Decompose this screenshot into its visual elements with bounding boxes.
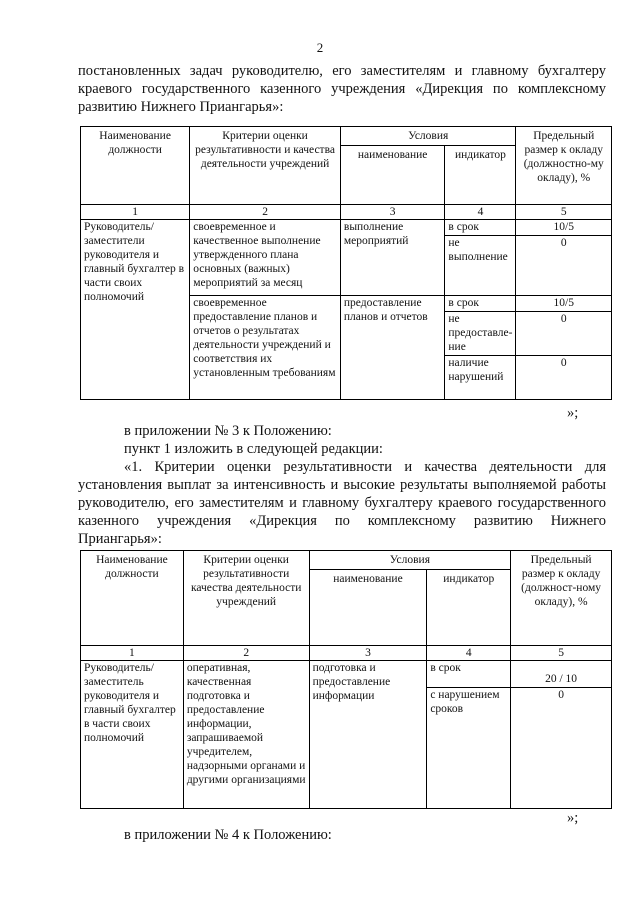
t1-indicator-cell [445, 296, 516, 400]
t1-value: 0 [560, 357, 567, 369]
t2-value: 0 [558, 689, 564, 701]
t2-header-position: Наименование должности [81, 551, 184, 646]
t1-indicator: в срок [445, 296, 515, 312]
closing-quote-1: »; [567, 405, 579, 421]
intro-paragraph: постановленных задач руководителю, его заместителям и главному бухгалтеру краевого государственного казенного учреждения «Дирекция по комплексному развитию Нижнего Приангарья»: [78, 63, 606, 115]
t2-indicator: в срок [427, 661, 510, 688]
t1-value-cell [516, 296, 612, 400]
t1-col-number: 1 [81, 205, 190, 220]
t1-value: 0 [516, 312, 611, 356]
t1-col-number: 4 [445, 205, 516, 220]
t2-indicator-cell [427, 661, 511, 809]
t1-position-cell: Руководитель/ заместители руководителя и главный бухгалтер в части своих полномочий [81, 220, 190, 400]
t2-header-limit: Предельный размер к окладу (должност-ному окладу), % [511, 551, 612, 646]
t1-indicator-cell [445, 220, 516, 296]
t1-value-cell [516, 220, 612, 296]
t2-value-wrap [511, 661, 611, 688]
t2-header-cond-name: наименование [309, 570, 427, 646]
criteria-table-1 [80, 126, 612, 400]
t1-indicator: наличие нарушений [448, 357, 504, 383]
t2-header-conditions: Условия [309, 551, 511, 570]
t1-header-limit: Предельный размер к окладу (должностно-му окладу), % [516, 127, 612, 205]
t2-header-criteria: Критерии оценки результативности качества деятельности учреждений [183, 551, 309, 646]
t2-col-number: 1 [81, 646, 184, 661]
t1-col-number: 5 [516, 205, 612, 220]
t1-indicator: в срок [445, 220, 515, 236]
t2-indicator: с нарушением сроков [430, 689, 500, 715]
paragraph-point-1: пункт 1 изложить в следующей редакции: [124, 441, 383, 457]
t2-col-number: 2 [183, 646, 309, 661]
t2-col-number: 3 [309, 646, 427, 661]
t2-condition-cell: подготовка и предоставление информации [309, 661, 427, 809]
t1-condition-cell: выполнение мероприятий [340, 220, 445, 296]
t2-header-cond-indicator: индикатор [427, 570, 511, 646]
paragraph-appendix-3: в приложении № 3 к Положению: [124, 423, 332, 439]
t1-col-number: 3 [340, 205, 445, 220]
t1-indicator: не выполнение [448, 237, 508, 263]
criteria-table-2 [80, 550, 612, 809]
t2-col-number: 5 [511, 646, 612, 661]
t1-criteria-cell: своевременное и качественное выполнение утвержденного плана основных (важных) мероприятий за месяц [190, 220, 341, 296]
t2-col-number: 4 [427, 646, 511, 661]
t1-header-criteria: Критерии оценки результативности и качества деятельности учреждений [190, 127, 341, 205]
paragraph-appendix-4: в приложении № 4 к Положению: [124, 827, 332, 843]
t1-value: 0 [560, 237, 567, 249]
t1-value: 10/5 [516, 220, 611, 236]
t1-header-conditions: Условия [340, 127, 516, 146]
t1-col-number: 2 [190, 205, 341, 220]
t1-criteria-cell: своевременное предоставление планов и отчетов о результатах деятельности учреждений и соответствия их установленным требованиям [190, 296, 341, 400]
t2-value-cell [511, 661, 612, 809]
t1-condition-cell: предоставление планов и отчетов [340, 296, 445, 400]
t2-criteria-cell: оперативная, качественная подготовка и предоставление информации, запрашиваемой учредителем, надзорными органами и другими организациями [183, 661, 309, 809]
paragraph-criteria: «1. Критерии оценки результативности и качества деятельности для установления выплат за интенсивность и высокие результаты выполняемой работы руководителю, его заместителям и главному бухгалтеру краевого государственного казенного учреждения «Дирекция по комплексному развитию Нижнего Приангарья»: [78, 459, 606, 547]
t1-indicator: не предоставле-ние [445, 312, 515, 356]
t1-header-cond-name: наименование [340, 146, 445, 205]
t2-position-cell: Руководитель/ заместитель руководителя и главный бухгалтер в части своих полномочий [81, 661, 184, 809]
t1-header-cond-indicator: индикатор [445, 146, 516, 205]
t1-header-position: Наименование должности [81, 127, 190, 205]
t1-value: 10/5 [516, 296, 611, 312]
closing-quote-2: »; [567, 810, 579, 826]
t2-value: 20 / 10 [545, 673, 578, 685]
page-number: 2 [316, 40, 324, 55]
